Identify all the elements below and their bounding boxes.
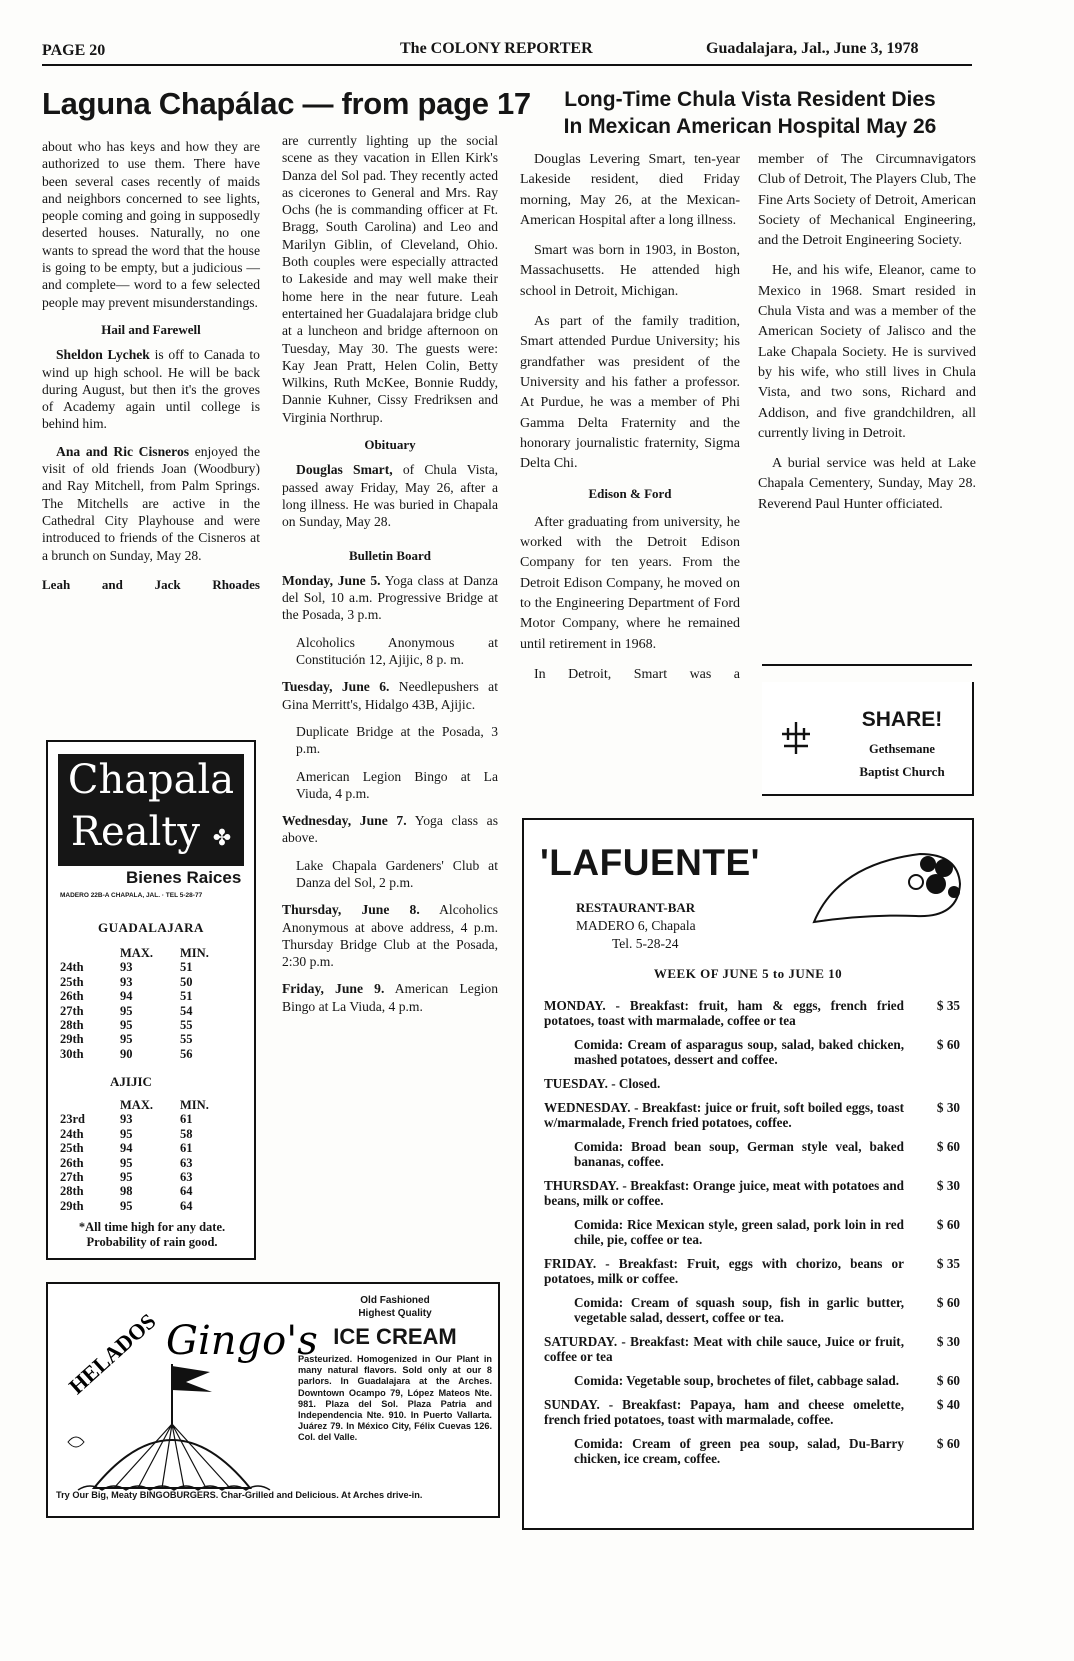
temp-min: 51 xyxy=(180,960,193,975)
temp-max: 93 xyxy=(120,1112,133,1127)
lafuente-name: 'LAFUENTE' xyxy=(540,842,760,883)
ajijic-temps xyxy=(60,1098,246,1213)
menu-item xyxy=(544,1217,960,1247)
temp-min: 51 xyxy=(180,989,193,1004)
temperature-row xyxy=(60,1184,246,1198)
bulletin-day: Wednesday, June 7. xyxy=(282,813,407,829)
temp-max: 95 xyxy=(120,1003,133,1018)
temp-max: 94 xyxy=(120,1141,133,1156)
bulletin-item xyxy=(282,678,498,713)
temp-day: 30th xyxy=(60,1046,84,1061)
lafuente-kind: RESTAURANT-BAR xyxy=(576,900,696,915)
smart-paragraph: A burial service was held at Lake Chapala Cementery, Sunday, May 28. Reverend Paul Hunter officiated. xyxy=(758,456,976,512)
smart-headline xyxy=(520,86,980,140)
menu-item-price: $ 60 xyxy=(936,1217,960,1232)
cornucopia-icon xyxy=(808,834,968,930)
lafuente-phone: Tel. 5-28-24 xyxy=(612,936,679,951)
temp-min: 58 xyxy=(180,1126,193,1141)
laguna-paragraph: about who has keys and how they are authorized to use them. There have been several cases recently of maids and neighbors concerned to see lights, people coming and going in supposedly deserted houses. Naturally, no one wants to spread the word that the house is going to be empty, but a judicious — and complete— word to a few selected people may prevent misunderstandings. xyxy=(42,139,260,310)
temp-min: 55 xyxy=(180,1032,193,1047)
menu-item xyxy=(544,1436,960,1466)
smart-paragraph: Douglas Levering Smart, ten-year Lakeside resident, died Friday morning, May 26, at the Mexican-American Hospital after a long illness. xyxy=(520,152,740,228)
masthead-rule xyxy=(42,64,972,66)
max-label: MAX. xyxy=(120,946,153,960)
subhead-edison-ford: Edison & Ford xyxy=(588,486,672,502)
temp-min: 64 xyxy=(180,1184,193,1199)
menu-item xyxy=(544,1139,960,1169)
menu-item-price: $ 35 xyxy=(936,1256,960,1271)
temp-max: 90 xyxy=(120,1046,133,1061)
menu-item-text: Comida: Rice Mexican style, green salad, pork loin in red chile, pie, coffee or tea. xyxy=(574,1217,904,1247)
realty-tagline: Bienes Raices xyxy=(126,868,242,887)
realty-footnote: *All time high for any date. Probability of rain good. xyxy=(78,1220,226,1249)
menu-item-text: SUNDAY. - Breakfast: Papaya, ham and cheese omelette, french fried potatoes, toast with marmalade, coffee. xyxy=(544,1397,904,1427)
flag-icon xyxy=(172,1366,212,1392)
temp-max: 95 xyxy=(120,1170,133,1185)
laguna-column-2 xyxy=(282,132,498,1025)
temp-min: 55 xyxy=(180,1018,193,1033)
bulletin-text: Yoga class at Danza del Sol, 10 a.m. Progressive Bridge at the Posada, 3 p.m. xyxy=(282,572,499,623)
temp-day: 24th xyxy=(60,1126,84,1141)
temp-day: 27th xyxy=(60,1170,84,1185)
dateline: Guadalajara, Jal., June 3, 1978 xyxy=(706,40,919,57)
temp-max: 95 xyxy=(120,1155,133,1170)
temp-day: 28th xyxy=(60,1184,84,1199)
chapala-realty-ad xyxy=(46,740,256,1260)
share-church-ad xyxy=(762,682,974,796)
smart-column-1 xyxy=(520,150,740,695)
ice-cream-body: Pasteurized. Homogenized in Our Plant in many natural flavors. Sold only at our 8 parlors. In Guadalajara at the Arches. Downtown Ocampo 79, López Mateos Nte. 981. Plaza del Sol. Plaza Patria and Independencia Nte. 910. In Puerto Vallarta. Juárez 79. In México City, Félix Cuevas 126. Col. del Valle. xyxy=(298,1354,492,1443)
cisneros-paragraph xyxy=(42,443,260,564)
highest-quality: Highest Quality xyxy=(358,1308,432,1319)
menu-item-text: Comida: Cream of green pea soup, salad, Du-Barry chicken, ice cream, coffee. xyxy=(574,1436,904,1466)
menu-item xyxy=(544,1295,960,1325)
temperature-row xyxy=(60,1199,246,1213)
bulletin-text: Alcoholics Anonymous at above address, 4 p.m. Thursday Bridge Club at the Posada, 2:30 p.m. xyxy=(282,902,498,970)
temp-min: 50 xyxy=(180,974,193,989)
ice-cream-title: ICE CREAM xyxy=(333,1324,457,1349)
menu-item xyxy=(544,1397,960,1427)
temp-min: 54 xyxy=(180,1003,193,1018)
gingos-script: Gingo's xyxy=(166,1318,318,1364)
temp-max: 93 xyxy=(120,974,133,989)
laguna-headline: Laguna Chapálac — from page 17 xyxy=(42,86,531,121)
obituary-text: of Chula Vista, passed away Friday, May 26, after a long illness. He was buried in Chapala on Sunday, May 28. xyxy=(282,462,498,530)
menu-item xyxy=(544,1373,960,1388)
temps-header-row xyxy=(60,946,246,960)
smart-paragraph: In Detroit, Smart was a xyxy=(534,666,740,682)
menu-item xyxy=(544,1178,960,1208)
temperature-row xyxy=(60,1004,246,1018)
subhead-bulletin-board: Bulletin Board xyxy=(349,547,431,563)
smart-column-2 xyxy=(758,150,976,525)
bulletin-item xyxy=(282,857,498,892)
temp-min: 61 xyxy=(180,1141,193,1156)
bulletin-item xyxy=(282,768,498,803)
menu-item xyxy=(544,1100,960,1130)
bulletin-item xyxy=(282,634,498,669)
temp-min: 63 xyxy=(180,1155,193,1170)
menu-item-text: THURSDAY. - Breakfast: Orange juice, meat with potatoes and beans, milk or coffee. xyxy=(544,1178,904,1208)
temperature-row xyxy=(60,1112,246,1126)
temperature-row xyxy=(60,975,246,989)
bulletin-item xyxy=(282,980,498,1015)
bulletin-day: Thursday, June 8. xyxy=(282,902,420,918)
lafuente-address: MADERO 6, Chapala xyxy=(576,918,696,933)
temp-day: 26th xyxy=(60,1155,84,1170)
realty-address: MADERO 22B-A CHAPALA, JAL. · TEL 5-28-77 xyxy=(60,892,203,899)
menu-item xyxy=(544,1256,960,1286)
menu-item-price: $ 30 xyxy=(936,1100,960,1115)
sheldon-paragraph xyxy=(42,346,260,432)
guadalajara-temps xyxy=(60,946,246,1061)
temperature-row xyxy=(60,1127,246,1141)
bulletin-day: Friday, June 9. xyxy=(282,981,385,997)
rhoades-paragraph: are currently lighting up the social scene as they vacation in Ellen Kirk's Danza del Sol pad. They recently acted as cicerones to General and Mrs. Ray Ochs (he is commanding officer at Ft. Bragg, South Carolina) and Leo and Marilyn Giblin, of Cleveland, Ohio. Both couples were especially attracted to Lakeside and may well make their home here in the near future. Leah entertained her Guadalajara bridge club at a luncheon and bridge afternoon on Tuesday, May 30. The guests were: Kay Jean Pratt, Helen Colin, Betty Wilkins, Ruth McKee, Bonnie Ruddy, Dannie Kuhner, Cissy Fredriksen and Virginia Northrup. xyxy=(282,133,498,425)
min-label: MIN. xyxy=(180,1098,209,1112)
menu-item xyxy=(544,1037,960,1067)
min-label: MIN. xyxy=(180,946,209,960)
tent-stripes xyxy=(114,1424,230,1488)
rhoades-line: Leah and Jack Rhoades xyxy=(42,576,260,592)
menu-item-text: MONDAY. - Breakfast: fruit, ham & eggs, french fried potatoes, toast with marmalade, coffee or tea xyxy=(544,998,904,1028)
smart-paragraph: He, and his wife, Eleanor, came to Mexico in 1968. Smart resided in Chula Vista and was a member of the American Society of Jalisco and the Lake Chapala Society. He is survived by his wife, who still lives in Chula Vista, and two sons, Richard and Addison, and five grandchildren, all currently living in Detroit. xyxy=(758,263,976,441)
bulletin-item xyxy=(282,723,498,758)
lafuente-week: WEEK OF JUNE 5 to JUNE 10 xyxy=(653,966,843,981)
paper-name: The COLONY REPORTER xyxy=(400,40,593,57)
temperature-row xyxy=(60,960,246,974)
temp-max: 94 xyxy=(120,989,133,1004)
smart-paragraph: After graduating from university, he worked with the Detroit Edison Company for ten years. From the Detroit Edison Company, he moved on to the Engineering Department of Ford Motor Company, where he remained until retirement in 1968. xyxy=(520,514,740,652)
old-fashioned: Old Fashioned xyxy=(360,1295,430,1306)
clover-icon: ✤ xyxy=(212,826,232,851)
temp-day: 29th xyxy=(60,1032,84,1047)
realty-logo xyxy=(58,754,244,866)
laguna-column-1 xyxy=(42,138,260,601)
temp-max: 95 xyxy=(120,1126,133,1141)
temp-day: 24th xyxy=(60,960,84,975)
temp-day: 23rd xyxy=(60,1112,85,1127)
menu-item xyxy=(544,998,960,1028)
menu-item-price: $ 60 xyxy=(936,1436,960,1451)
bulletin-text: American Legion Bingo at La Viuda, 4 p.m. xyxy=(296,768,498,801)
bulletin-item xyxy=(282,812,498,847)
helados-logo-art xyxy=(54,1292,318,1508)
helados-gingos-ad xyxy=(46,1282,500,1518)
lafuente-menu xyxy=(544,998,960,1475)
ice-cream-taglines xyxy=(298,1294,492,1320)
decor-icon xyxy=(68,1437,84,1447)
bulletin-item xyxy=(282,572,498,624)
smart-paragraph: member of The Circumnavigators Club of Detroit, The Players Club, The Fine Arts Society of Detroit, American Society of Mechanical Engineering, and the Detroit Engineering Society. xyxy=(758,152,977,249)
cisneros-text: enjoyed the visit of old friends Joan (Woodbury) and Ray Mitchell, from Palm Springs. The Mitchells are active in the Cathedral City Playhouse and were introduced to friends of the Cisneros at a brunch on Sunday, May 28. xyxy=(42,443,260,563)
tent-icon xyxy=(94,1440,250,1488)
max-label: MAX. xyxy=(120,1098,153,1112)
menu-item-price: $ 30 xyxy=(936,1178,960,1193)
menu-item-price: $ 60 xyxy=(936,1295,960,1310)
temp-day: 27th xyxy=(60,1003,84,1018)
smart-paragraph: Smart was born in 1903, in Boston, Massachusetts. He attended high school in Detroit, Michigan. xyxy=(520,243,740,299)
bulletin-item xyxy=(282,901,498,970)
bulletin-text: Needlepushers at Gina Merritt's, Hidalgo 43B, Ajijic. xyxy=(282,679,498,712)
bulletin-text: Yoga class as above. xyxy=(282,813,498,846)
subhead-obituary: Obituary xyxy=(364,437,416,453)
column-rule xyxy=(762,664,972,666)
menu-item-text: TUESDAY. - Closed. xyxy=(544,1076,661,1091)
cross-icon xyxy=(776,718,816,758)
menu-item xyxy=(544,1076,960,1091)
bulletin-day: Monday, June 5. xyxy=(282,572,381,588)
temperature-row xyxy=(60,1141,246,1155)
temperature-row xyxy=(60,1047,246,1061)
temperature-row xyxy=(60,1032,246,1046)
temp-max: 98 xyxy=(120,1184,133,1199)
temp-min: 61 xyxy=(180,1112,193,1127)
smart-paragraph: As part of the family tradition, Smart attended Purdue University; his grandfather was president of the University and his father a professor. At Purdue, he was a member of Phi Gamma Delta Fraternity and the honorary journalistic fraternity, Sigma Delta Chi. xyxy=(520,314,740,472)
menu-item-text: Comida: Cream of squash soup, fish in garlic butter, vegetable salad, dessert, coffee or tea. xyxy=(574,1295,904,1325)
bulletin-day: Tuesday, June 6. xyxy=(282,679,390,695)
menu-item-price: $ 30 xyxy=(936,1334,960,1349)
page-number: PAGE 20 xyxy=(42,42,106,59)
temp-min: 63 xyxy=(180,1170,193,1185)
helados-word: HELADOS xyxy=(63,1308,161,1399)
share-title: SHARE! xyxy=(861,708,943,731)
realty-name-line2: Realty ✤ xyxy=(70,809,232,855)
sheldon-text: is off to Canada to wind up high school. He will be back during August, but then it's the groves of Academy again until college is behind him. xyxy=(42,347,260,432)
obituary-name: Douglas Smart, xyxy=(296,462,393,478)
share-church-name: Gethsemane xyxy=(869,742,935,756)
temp-max: 95 xyxy=(120,1032,133,1047)
realty-name-line1: Chapala xyxy=(67,757,235,803)
menu-item-price: $ 60 xyxy=(936,1139,960,1154)
share-church-type: Baptist Church xyxy=(859,764,945,779)
temp-max: 95 xyxy=(120,1198,133,1213)
cisneros-name: Ana and Ric Cisneros xyxy=(56,443,190,459)
menu-item-text: WEDNESDAY. - Breakfast: juice or fruit, soft boiled eggs, toast w/marmalade, French fried potatoes, coffee. xyxy=(544,1100,904,1130)
bulletin-text: American Legion Bingo at La Viuda, 4 p.m. xyxy=(282,981,498,1014)
lafuente-restaurant-ad xyxy=(522,818,974,1530)
bulletin-text: Duplicate Bridge at the Posada, 3 p.m. xyxy=(296,723,498,757)
menu-item xyxy=(544,1334,960,1364)
guadalajara-heading: GUADALAJARA xyxy=(98,920,204,935)
temp-day: 28th xyxy=(60,1018,84,1033)
menu-item-text: Comida: Broad bean soup, German style veal, baked bananas, coffee. xyxy=(574,1139,904,1169)
menu-item-price xyxy=(904,1076,960,1091)
temp-day: 29th xyxy=(60,1198,84,1213)
temp-min: 64 xyxy=(180,1198,193,1213)
temperature-row xyxy=(60,989,246,1003)
temp-day: 25th xyxy=(60,974,84,989)
temperature-row xyxy=(60,1018,246,1032)
temp-day: 25th xyxy=(60,1141,84,1156)
temp-day: 26th xyxy=(60,989,84,1004)
temp-max: 93 xyxy=(120,960,133,975)
temps-header-row xyxy=(60,1098,246,1112)
menu-item-text: Comida: Vegetable soup, brochetes of filet, cabbage salad. xyxy=(574,1373,900,1388)
menu-item-price: $ 40 xyxy=(936,1397,960,1412)
menu-item-text: SATURDAY. - Breakfast: Meat with chile sauce, Juice or fruit, coffee or tea xyxy=(544,1334,904,1364)
bulletin-text: Alcoholics Anonymous at Constitución 12, Ajijic, 8 p. m. xyxy=(296,634,498,668)
sheldon-name: Sheldon Lychek xyxy=(56,347,150,363)
bingoburgers-line: Try Our Big, Meaty BINGOBURGERS. Char-Grilled and Delicious. At Arches drive-in. xyxy=(56,1490,423,1500)
temp-max: 95 xyxy=(120,1018,133,1033)
bulletin-board-list xyxy=(282,572,498,1015)
menu-item-price: $ 60 xyxy=(936,1037,960,1052)
bulletin-text: Lake Chapala Gardeners' Club at Danza del Sol, 2 p.m. xyxy=(296,857,498,890)
temperature-row xyxy=(60,1156,246,1170)
smart-headline-line2: In Mexican American Hospital May 26 xyxy=(563,115,937,138)
menu-item-price: $ 35 xyxy=(936,998,960,1013)
subhead-hail-farewell: Hail and Farewell xyxy=(101,321,201,337)
temp-min: 56 xyxy=(180,1046,193,1061)
smart-headline-line1: Long-Time Chula Vista Resident Dies xyxy=(564,88,936,111)
obituary-paragraph xyxy=(282,461,498,530)
temperature-row xyxy=(60,1170,246,1184)
menu-item-text: Comida: Cream of asparagus soup, salad, baked chicken, mashed potatoes, dessert and coffee. xyxy=(574,1037,904,1067)
menu-item-text: FRIDAY. - Breakfast: Fruit, eggs with chorizo, beans or potatoes, milk or coffee. xyxy=(544,1256,904,1286)
ajijic-heading: AJIJIC xyxy=(110,1074,152,1089)
menu-item-price: $ 60 xyxy=(936,1373,960,1388)
